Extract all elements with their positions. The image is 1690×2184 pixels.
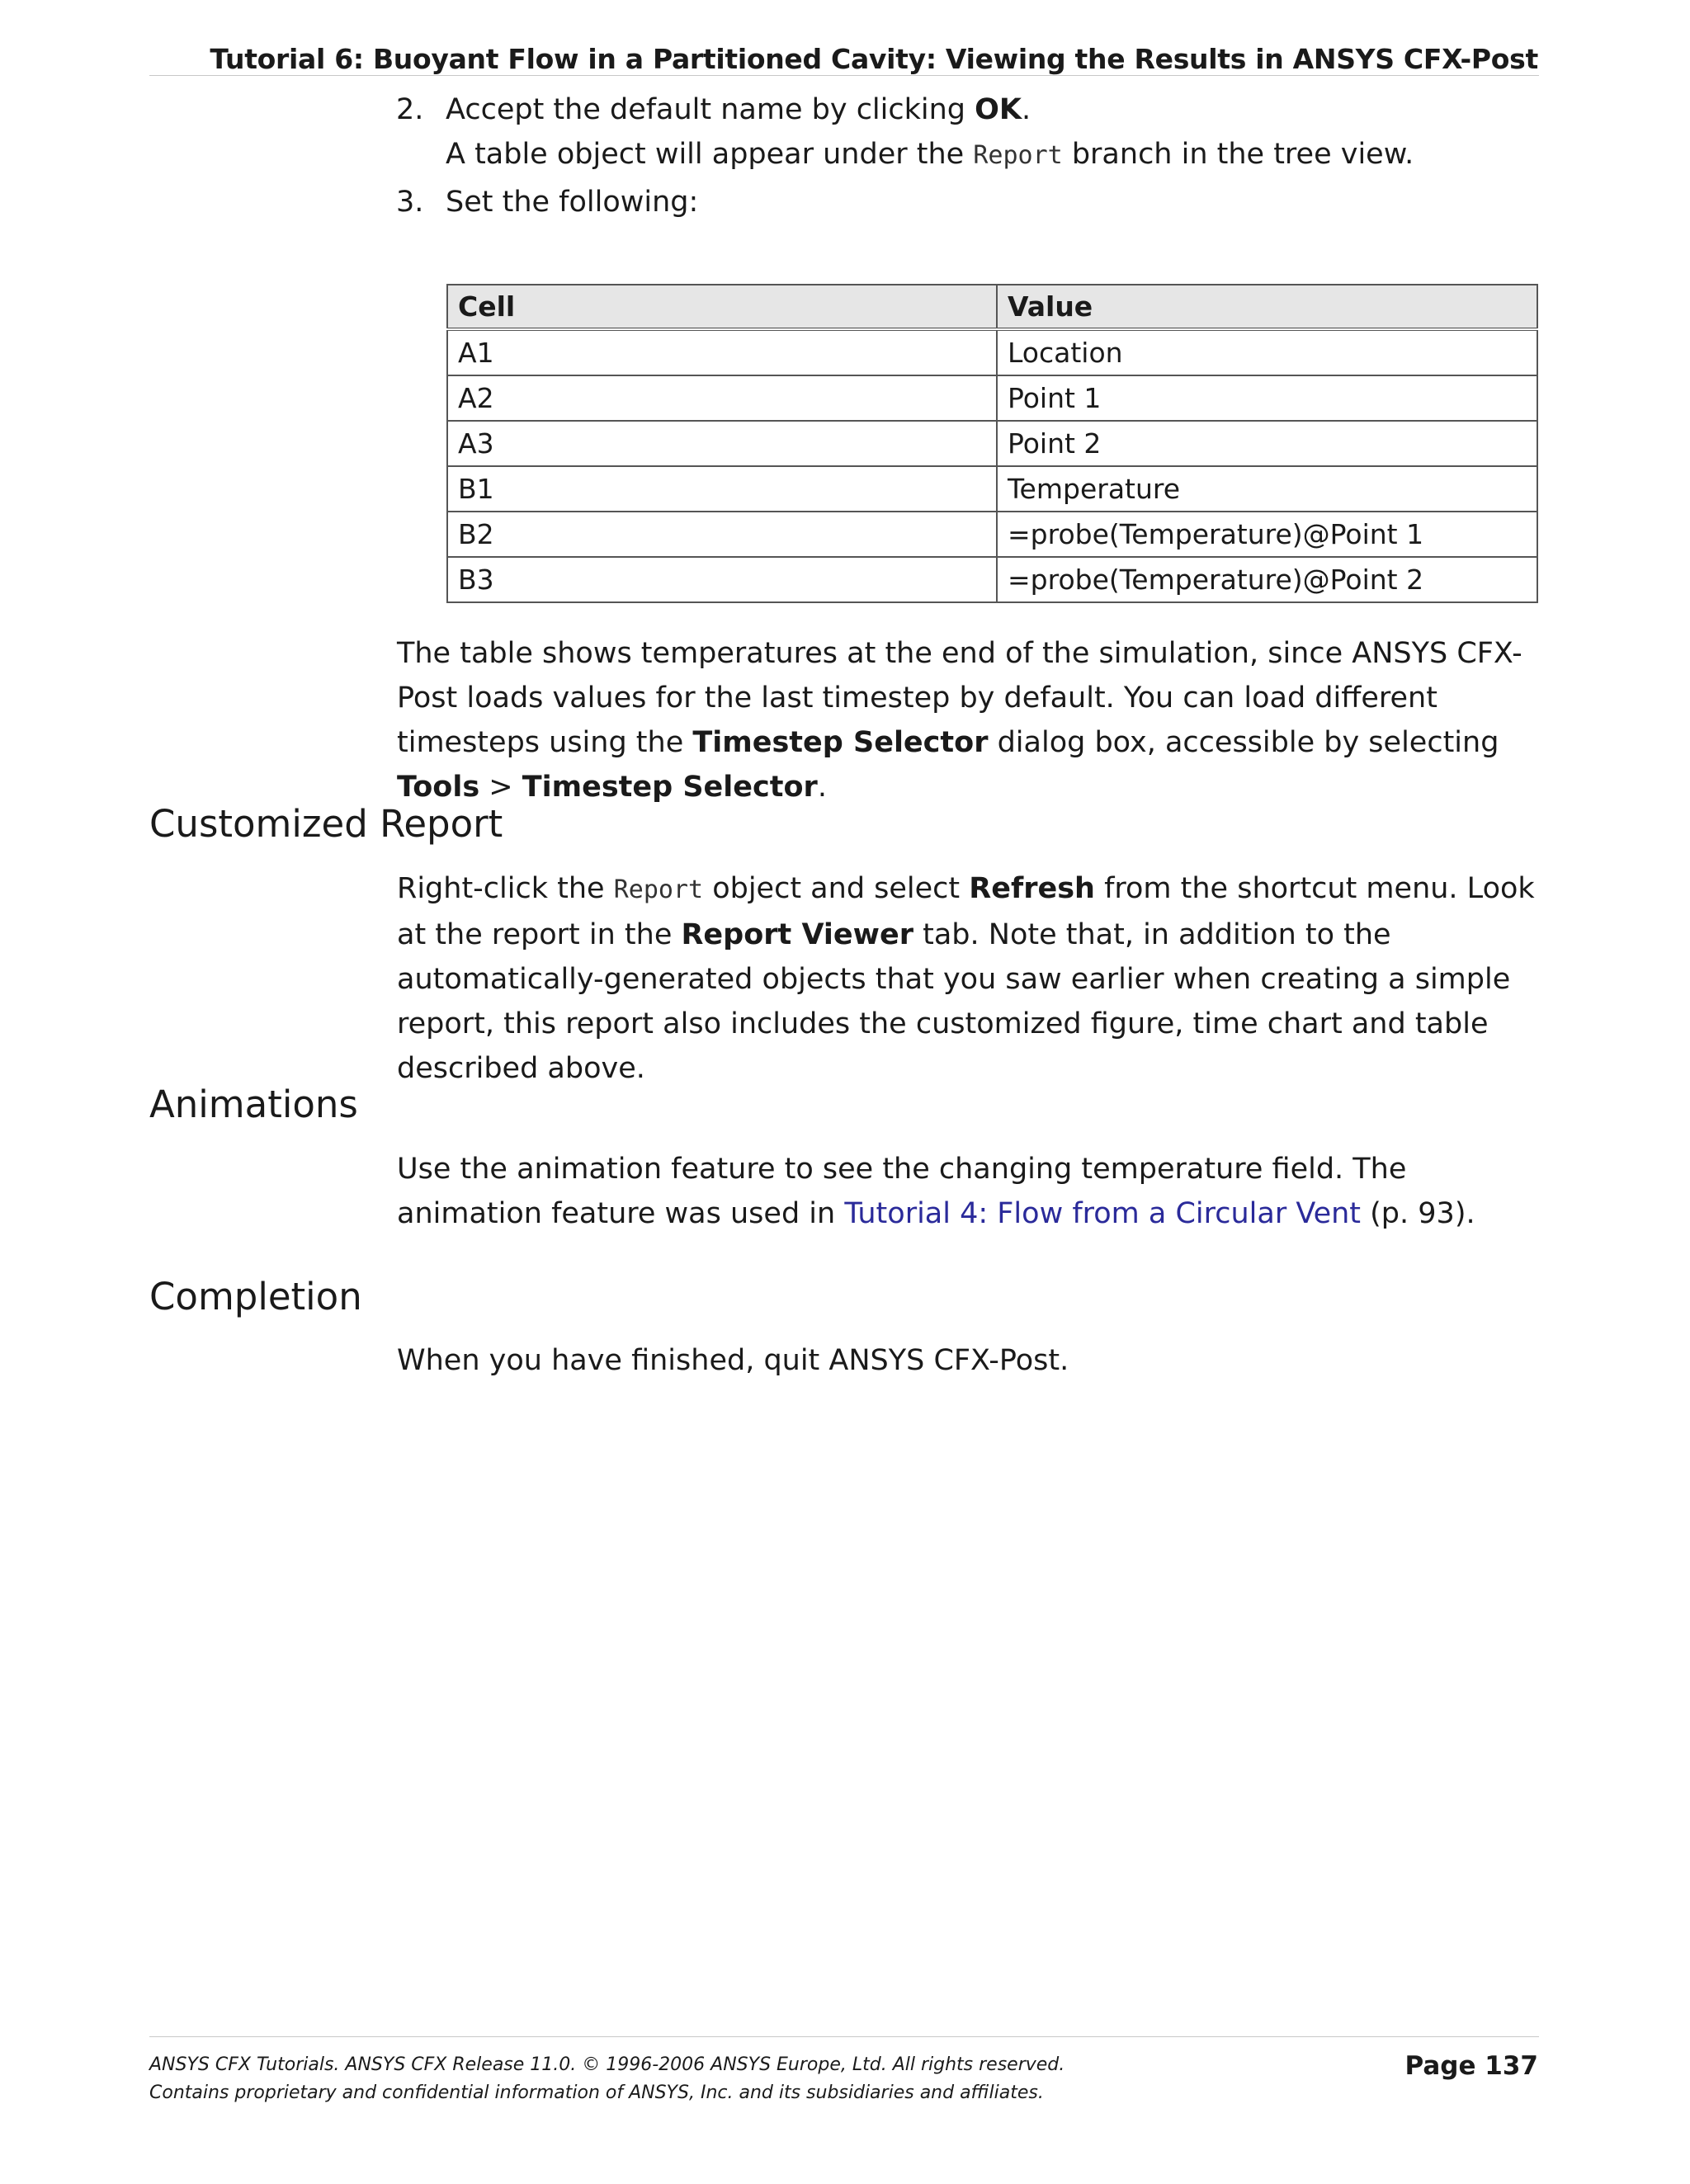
section-heading-completion: Completion	[149, 1275, 362, 1318]
table-row	[447, 421, 1537, 466]
step-number: 3.	[396, 186, 424, 219]
footer-divider	[149, 2036, 1539, 2037]
table-row	[447, 375, 1537, 421]
step-text: Accept the default name by clicking OK.	[446, 93, 1031, 126]
section-heading-animations: Animations	[149, 1083, 358, 1126]
document-page: Tutorial 6: Buoyant Flow in a Partitioned Cavity: Viewing the Results in ANSYS CFX-Post 2. Accept the default name by clicking OK. A table object will appear under the Report branch in the tree view. 3. Set the following: Cell Value A1 Location A2 Point 1 A3 Point 2 B1 Temperature B2 =probe(Temperature)@Point 1 B3 =probe(Temperature)@Point 2 The table shows temperatures at the end of the simulation, since ANSYS CFX-Post loads values for the last timestep by default. You can load different timesteps using the Timestep Selector dialog box, accessible by selecting Tools > Timestep Selector. Customized Report Right-click the Report object and select Refresh from the shortcut menu. Look at the report in the Report Viewer tab. Note that, in addition to the automatically-generated objects that you saw earlier when creating a simple report, this report also includes the customized figure, time chart and table described above. Animations Use the animation feature to see the changing temperature field. The animation feature was used in Tutorial 4: Flow from a Circular Vent (p. 93). Completion When you have finished, quit ANSYS CFX-Post. ANSYS CFX Tutorials. ANSYS CFX Release 11.0. © 1996-2006 ANSYS Europe, Ltd. All rights reserved. Contains proprietary and confidential information of ANSYS, Inc. and its subsidiaries and affiliates. Page 137	[0, 0, 1690, 2184]
column-header-value: Value	[997, 285, 1537, 329]
cell-value-table	[446, 284, 1538, 603]
report-code: Report	[973, 141, 1063, 170]
table-cell: B3	[447, 557, 997, 602]
table-cell: =probe(Temperature)@Point 2	[997, 557, 1537, 602]
column-header-cell: Cell	[447, 285, 997, 329]
step-text: Set the following:	[446, 186, 699, 219]
table-note-paragraph: The table shows temperatures at the end of the simulation, since ANSYS CFX-Post loads values for the last timestep by default. You can load different timesteps using the Timestep Selector dialog box, accessible by selecting Tools > Timestep Selector.	[397, 637, 1522, 804]
table-cell: Temperature	[997, 466, 1537, 512]
animations-paragraph: Use the animation feature to see the changing temperature field. The animation feature was used in Tutorial 4: Flow from a Circular Vent (p. 93).	[397, 1153, 1475, 1230]
table-header-row	[447, 285, 1537, 329]
header-divider	[149, 75, 1539, 76]
table-cell: A2	[447, 375, 997, 421]
table-row	[447, 329, 1537, 375]
tutorial-4-link[interactable]: Tutorial 4: Flow from a Circular Vent	[844, 1197, 1362, 1230]
footer-proprietary: Contains proprietary and confidential information of ANSYS, Inc. and its subsidiaries and affiliates.	[149, 2083, 1044, 2103]
report-code: Report	[613, 875, 704, 904]
table-cell: B1	[447, 466, 997, 512]
table-cell: =probe(Temperature)@Point 1	[997, 512, 1537, 557]
table-row	[447, 466, 1537, 512]
running-header: Tutorial 6: Buoyant Flow in a Partitioned Cavity: Viewing the Results in ANSYS CFX-Post	[210, 43, 1538, 75]
table-row	[447, 557, 1537, 602]
footer-copyright: ANSYS CFX Tutorials. ANSYS CFX Release 11.0. © 1996-2006 ANSYS Europe, Ltd. All rights reserved.	[149, 2054, 1065, 2075]
section-heading-customized-report: Customized Report	[149, 802, 503, 846]
table-cell: Location	[997, 329, 1537, 375]
ok-term: OK	[975, 93, 1022, 126]
customized-report-paragraph: Right-click the Report object and select Refresh from the shortcut menu. Look at the report in the Report Viewer tab. Note that, in addition to the automatically-generated objects that you saw earlier when creating a simple report, this report also includes the customized figure, time chart and table described above.	[397, 872, 1535, 1085]
table-cell: A1	[447, 329, 997, 375]
table-cell: Point 1	[997, 375, 1537, 421]
table-row	[447, 512, 1537, 557]
table-cell: B2	[447, 512, 997, 557]
step-number: 2.	[396, 93, 424, 126]
page-number: Page 137	[1404, 2051, 1538, 2081]
table-cell: A3	[447, 421, 997, 466]
completion-paragraph: When you have finished, quit ANSYS CFX-Post.	[397, 1344, 1069, 1377]
table-cell: Point 2	[997, 421, 1537, 466]
